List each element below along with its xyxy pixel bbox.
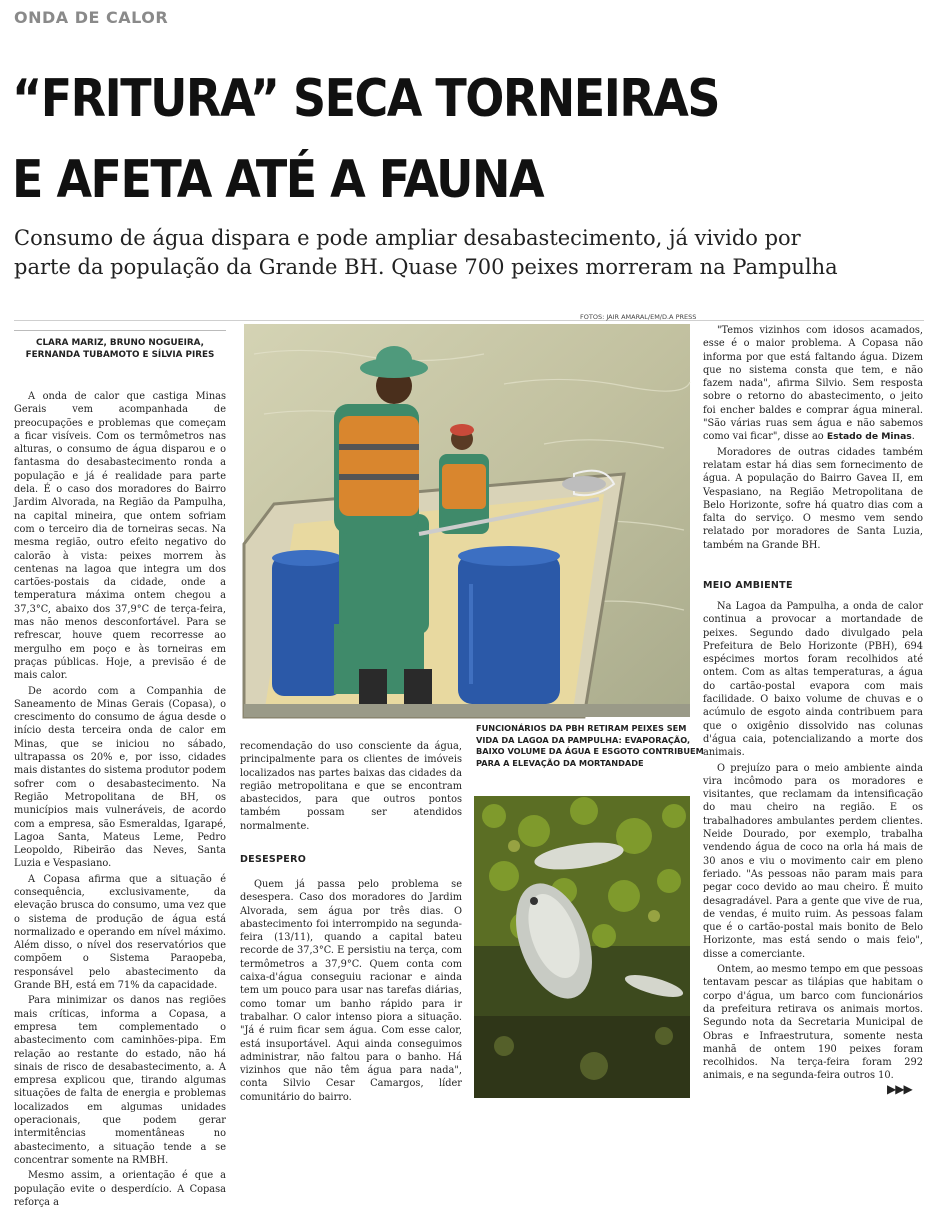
article-column-2-top: [240, 740, 462, 830]
newspaper-name: Estado de Minas: [826, 431, 912, 443]
article-column-2-bottom: [240, 878, 462, 1102]
paragraph: recomendação do uso consciente da água, principalmente para os clientes de imóveis localizados nas partes baixas das cidades da região metropolitana e que se encontram abastecidos, para que outros pontos também possam ser atendidos normalmente.: [240, 741, 462, 832]
caption-line: PARA A ELEVAÇÃO DA MORTANDADE: [476, 757, 644, 768]
headline-line-2: E AFETA ATÉ A FAUNA: [12, 148, 544, 210]
paragraph: Na Lagoa da Pampulha, a onda de calor continua a provocar a mortandade de peixes. Segundo dado divulgado pela Prefeitura de Belo Horizonte (PBH), 694 espécimes mortos foram recolhidos até ontem. Com as altas temperaturas, a água do cartão-postal evapora com mais facilidade. O baixo volume de chuvas e o acúmulo de esgoto ainda contribuem para que o oxigênio dissolvido nas colunas d'água caia, potencializando a morte dos animais.: [703, 601, 923, 759]
photo-credit: FOTOS: JAIR AMARAL/EM/D.A PRESS: [580, 313, 697, 321]
article-column-3-bottom: [703, 600, 923, 1084]
boat-photo: [244, 324, 690, 717]
paragraph: Para minimizar os danos nas regiões mais críticas, informa a Copasa, a empresa tem complementado o abastecimento com caminhões-pipa. Em relação ao restante do estado, não há sinais de risco de desabastecimento, a. A empresa explicou que, tirando algumas situações de falta de energia e problemas localizados em algumas unidades operacionais, que podem gerar intermitências momentâneas no abastecimento, a situação tende a se concentrar somente na RMBH.: [14, 995, 226, 1166]
byline: [14, 330, 226, 361]
section-kicker: ONDA DE CALOR: [14, 8, 169, 27]
photo-caption: [476, 723, 704, 769]
paragraph: Quem já passa pelo problema se desespera. Caso dos moradores do Jardim Alvorada, sem água por três dias. O abastecimento foi interrompido na segunda-feira (13/11), quando a capital bateu recorde de 37,3°C. E persistiu na terça, com termômetros a 37,9°C. Quem conta com caixa-d'água conseguiu racionar e ainda tem um pouco para usar nas tarefas diárias, como tomar um banho rápido para ir trabalhar. O calor intenso piora a situação. "Já é ruim ficar sem água. Com esse calor, está insuportável. Aqui ainda conseguimos administrar, não faltou para o banho. Há vizinhos que não têm água para nada", conta Silvio Cesar Camargos, líder comunitário do bairro.: [240, 879, 462, 1103]
paragraph: Moradores de outras cidades também relatam estar há dias sem fornecimento de água. A população do Bairro Gavea II, em Vespasiano, na Região Metropolitana de Belo Horizonte, sofre há quatro dias com a falta do serviço. O mesmo vem sendo relatado por moradores de Santa Luzia, também na Grande BH.: [703, 446, 923, 551]
continue-arrows-icon: ▶▶▶: [887, 1082, 912, 1096]
subhead-line-2: parte da população da Grande BH. Quase 700 peixes morreram na Pampulha: [14, 255, 838, 279]
byline-line-2: FERNANDA TUBAMOTO E SÍLVIA PIRES: [25, 350, 215, 360]
paragraph: De acordo com a Companhia de Saneamento de Minas Gerais (Copasa), o crescimento do consumo de água desde o início desta terceira onda de calor em Minas, que se iniciou no sábado, ultrapassa os 20% e, por isso, cidades mais distantes do sistema produtor podem sofrer com o desabastecimento. Na Região Metropolitana de BH, os municípios mais vulneráveis, de acordo com a empresa, são Esmeraldas, Igarapé, Lagoa Santa, Mateus Leme, Pedro Leopoldo, Ribeirão das Neves, Santa Luzia e Vespasiano.: [14, 685, 226, 870]
paragraph: A Copasa afirma que a situação é consequência, exclusivamente, da elevação brusca do consumo, uma vez que o sistema de produção de água está normalizado e operando em nível máximo. Além disso, o nível dos reservatórios que compõem o Sistema Paraopeba, responsável pelo abastecimento da Grande BH, está em 71% da capacidade.: [14, 873, 226, 992]
subhead-line-1: Consumo de água dispara e pode ampliar desabastecimento, já vivido por: [14, 226, 801, 250]
article-column-3-top: [703, 324, 923, 558]
headline-line-1: “FRITURA” SECA TORNEIRAS: [12, 68, 719, 129]
caption-line: BAIXO VOLUME DA ÁGUA E ESGOTO CONTRIBUEM: [476, 746, 704, 756]
dead-fish-photo: [474, 796, 690, 1098]
headline: [12, 58, 912, 219]
paragraph: A onda de calor que castiga Minas Gerais vem acompanhada de preocupações e problemas que começam a ficar visíveis. Com os termômetros nas alturas, o consumo de água disparou e o fantasma do desabastecimento ronda a população e já é realidade para parte dela. É o caso dos moradores do Bairro Jardim Alvorada, na Região da Pampulha, na capital mineira, que ontem sofriam com o terceiro dia de torneiras secas. Na mesma região, outro efeito negativo do calorão à vista: peixes morrem às centenas na lagoa que integra um dos cartões-postais da cidade, onde a temperatura máxima ontem chegou a 37,3°C, abaixo dos 37,9°C de terça-feira, mas não menos desconfortável. Para se refrescar, houve quem recorresse ao mergulho em poço e às torneiras em praças públicas. Hoje, a previsão é de mais calor.: [14, 391, 226, 682]
byline-line-1: CLARA MARIZ, BRUNO NOGUEIRA,: [35, 338, 204, 348]
paragraph: O prejuízo para o meio ambiente ainda vira incômodo para os moradores e visitantes, que reclamam da intensificação do mau cheiro na região. E os trabalhadores ambulantes perdem clientes. Neide Dourado, por exemplo, trabalha vendendo água de coco na orla há mais de 30 anos e viu o movimento cair em pleno feriado. "As pessoas não param mais para pegar coco devido ao mau cheiro. É muito desagradável. Para a gente que vive de rua, de vendas, é muito ruim. As pessoas falam que é o cartão-postal mais bonito de Belo Horizonte, mas está sendo o mais feio", disse a comerciante.: [703, 762, 923, 960]
paragraph: Ontem, ao mesmo tempo em que pessoas tentavam pescar as tilápias que habitam o corpo d'água, um barco com funcionários da prefeitura retirava os animais mortos. Segundo nota da Secretaria Municipal de Obras e Infraestrutura, somente nesta manhã de ontem 190 peixes foram recolhidos. Na terça-feira foram 292 animais, e na segunda-feira outros 10.: [703, 964, 923, 1082]
caption-line: FUNCIONÁRIOS DA PBH RETIRAM PEIXES SEM: [476, 723, 687, 733]
section-heading-desespero: DESESPERO: [240, 854, 307, 865]
caption-line: VIDA DA LAGOA DA PAMPULHA: EVAPORAÇÃO,: [476, 734, 691, 745]
article-column-1: [14, 390, 226, 1208]
paragraph: "Temos vizinhos com idosos acamados, esse é o maior problema. A Copasa não informa por que está faltando água. Dizem que no sistema consta que tem, e não fazem nada", afirma Silvio. Sem resposta sobre o retorno do abastecimento, o jeito foi encher baldes e comprar água mineral. "São várias ruas sem água e não sabemos como vai ficar", disse ao Estado de Minas.: [703, 325, 923, 443]
paragraph: Mesmo assim, a orientação é que a população evite o desperdício. A Copasa reforça a: [14, 1170, 226, 1208]
subheadline: [14, 224, 914, 282]
divider: [14, 320, 924, 321]
section-heading-meio-ambiente: MEIO AMBIENTE: [703, 580, 793, 591]
